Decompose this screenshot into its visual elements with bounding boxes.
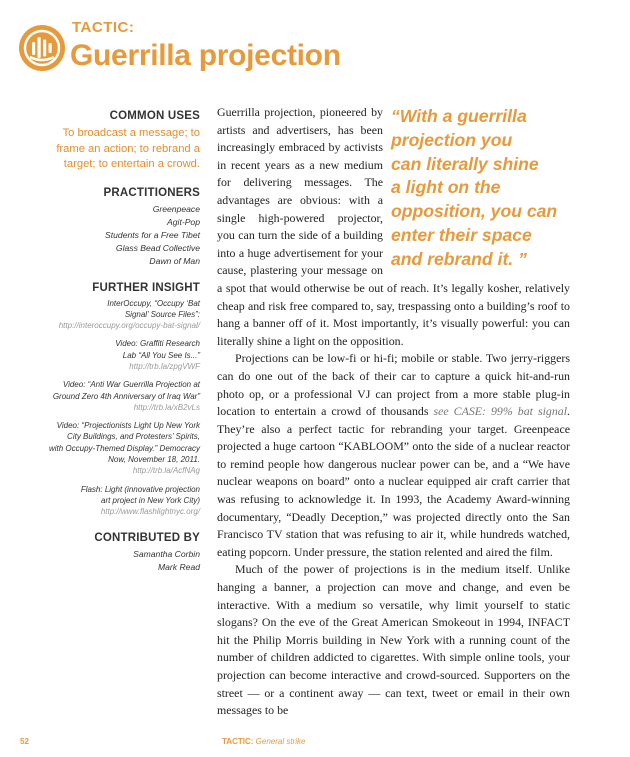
practitioner-item: Agit-Pop bbox=[167, 216, 200, 227]
insight-item bbox=[20, 338, 200, 372]
insight-item bbox=[20, 379, 200, 413]
pull-quote-line: opposition, you can bbox=[391, 201, 558, 222]
insight-link[interactable]: http://interoccupy.org/occupy-bat-signal/ bbox=[58, 321, 200, 331]
sidebar bbox=[20, 110, 200, 574]
practitioner-item: Glass Bead Collective bbox=[115, 242, 200, 253]
tactic-label: TACTIC: bbox=[72, 19, 135, 36]
practitioners-section bbox=[20, 187, 200, 268]
insight-line: Now, November 18, 2011. bbox=[108, 455, 200, 465]
megaphone-circle-icon bbox=[18, 24, 66, 72]
insight-link[interactable]: http://trb.la/xB2vLs bbox=[133, 402, 200, 412]
body-paragraph-1-text: Guerrilla projection, pioneered by artists and advertisers, has been increasingly embraced by activists in recent years as a new medium for delivering messages. The advantages are obvious: with a single high-powered projector, you can turn the side of a building into a huge advertisement for your cause, plastering your message on a spot that would otherwise be out of reach. It’s legally kosher, relatively cheap and risk free compared to, say, trespassing onto a building’s roof to hang a banner off of it. Most importantly, it’s visually powerful: you can literally shine a light on the opposition. bbox=[217, 105, 570, 348]
insight-link[interactable]: http://trb.la/AcfNAg bbox=[132, 466, 200, 476]
main-text-column bbox=[217, 104, 570, 720]
insight-item bbox=[20, 484, 200, 518]
pull-quote-line: can literally shine bbox=[391, 153, 539, 174]
insight-line: Ground Zero 4th Anniversary of Iraq War” bbox=[52, 391, 200, 401]
pull-quote-line: and rebrand it. ” bbox=[391, 248, 527, 269]
insight-line: InterOccupy, “Occupy ‘Bat bbox=[107, 298, 200, 308]
insight-line: with Occupy-Themed Display.” Democracy bbox=[48, 443, 200, 453]
insight-line: art project in New York City) bbox=[101, 495, 200, 505]
pull-quote-line: “With a guerrilla bbox=[391, 106, 527, 126]
practitioner-item: Dawn of Man bbox=[149, 255, 200, 266]
practitioner-item: Students for a Free Tibet bbox=[105, 229, 200, 240]
common-uses-line: target; to entertain a crowd. bbox=[63, 158, 200, 170]
body-paragraph-2-text-b: . They’re also a perfect tactic for rebranding your target. Greenpeace projected a huge cartoon “KABLOOM” onto the side of a nuclear reactor to remind people how dangerous nuclear power can be, and a “We have nuclear weapons on board” onto a nuclear equipped air craft carrier that was refusing to acknowledge it. In 1993, the Academy Award-winning documentary, “Deadly Deception,” was projected directly onto the San Francisco TV station that was refusing to air it, while hundreds watched, eating popcorn. Under pressure, the station relented and aired the film. bbox=[217, 404, 570, 559]
further-insight-section bbox=[20, 282, 200, 518]
body-paragraph bbox=[217, 104, 570, 350]
further-insight-heading: FURTHER INSIGHT bbox=[92, 281, 200, 294]
body-paragraph bbox=[217, 561, 570, 719]
common-uses-line: frame an action; to rebrand a bbox=[56, 142, 200, 155]
body-paragraph bbox=[217, 350, 570, 561]
practitioners-heading: PRACTITIONERS bbox=[103, 186, 200, 199]
insight-item bbox=[20, 420, 200, 476]
contributor-name: Mark Read bbox=[157, 561, 200, 572]
pull-quote-line: enter their space bbox=[391, 224, 532, 245]
insight-line: Video: “Projectionists Light Up New York bbox=[56, 421, 200, 431]
insight-line: Flash: Light (innovative projection bbox=[80, 484, 200, 494]
page-title: Guerrilla projection bbox=[70, 39, 341, 72]
insight-line: Video: “Anti War Guerrilla Projection at bbox=[62, 380, 200, 390]
insight-line: Lab “All You See Is...” bbox=[122, 350, 200, 360]
contributed-by-section bbox=[20, 532, 200, 574]
contributed-by-heading: CONTRIBUTED BY bbox=[94, 531, 200, 544]
insight-line: Signal’ Source Files”: bbox=[124, 309, 200, 319]
footer-tactic bbox=[222, 737, 305, 746]
insight-link[interactable]: http://trb.la/zpgVWF bbox=[129, 361, 200, 371]
practitioner-item: Greenpeace bbox=[152, 203, 200, 214]
body-paragraph-2-text-a: Projections can be low-fi or hi-fi; mobile or stable. Two jerry-riggers can do one out of the back of their car to capture a quick hit-and-run photo op, or a professional VJ can project from a more stable plug-in location to entertain a crowd of thousands bbox=[217, 351, 570, 419]
common-uses-heading: COMMON USES bbox=[109, 110, 200, 122]
pull-quote bbox=[391, 105, 576, 272]
case-reference-link[interactable]: see CASE: 99% bat signal bbox=[433, 404, 568, 419]
insight-item bbox=[20, 298, 200, 332]
body-paragraph-3-text: Much of the power of projections is in the medium itself. Unlike hanging a banner, a projection can move and change, and even be interactive. With a medium so versatile, why limit yourself to static slogans? On the eve of the Great American Smokeout in 1994, INFACT hit the Philip Morris building in New York with a running count of the number of children addicted to cigarettes. With simple online tools, your projection can become interactive and crowd-sourced. Supporters on the street — or a continent away — can text, tweet or email in their own messages to be bbox=[217, 562, 570, 718]
insight-link[interactable]: http://www.flashlightnyc.org/ bbox=[100, 507, 200, 517]
footer-tactic-label: TACTIC: bbox=[222, 737, 254, 746]
pull-quote-line: a light on the bbox=[391, 177, 501, 198]
contributor-name: Samantha Corbin bbox=[133, 548, 200, 559]
page-number: 52 bbox=[20, 737, 29, 746]
common-uses-text bbox=[20, 126, 200, 173]
pull-quote-line: projection you bbox=[391, 129, 513, 150]
footer-tactic-name: General strike bbox=[255, 737, 306, 746]
insight-line: City Buildings, and Protesters’ Spirits, bbox=[67, 432, 200, 442]
common-uses-line: To broadcast a message; to bbox=[62, 127, 200, 139]
insight-line: Video: Graffiti Research bbox=[115, 339, 200, 349]
